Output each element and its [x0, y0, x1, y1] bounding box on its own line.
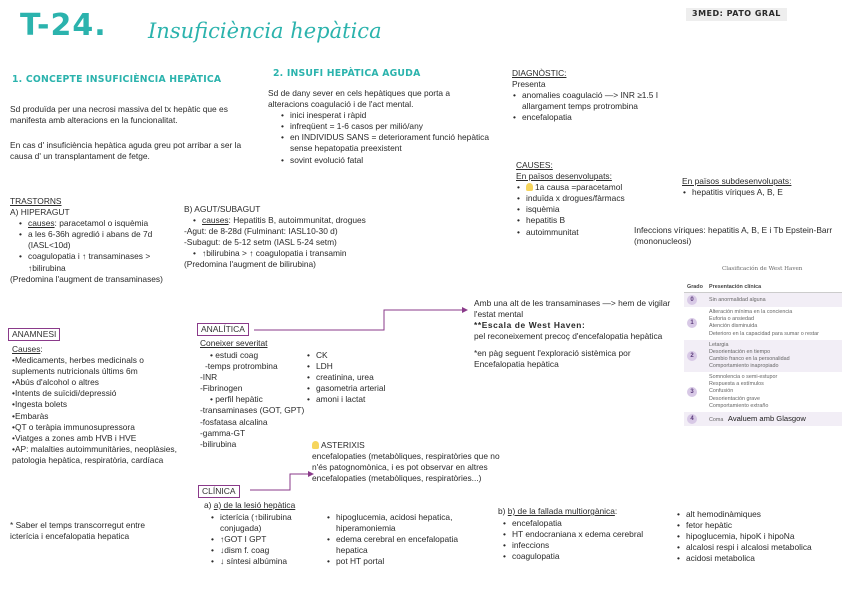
list-item: • causes: Hepatitis B, autoimmunitat, drogues — [192, 215, 380, 226]
list-item: • infeccions — [502, 540, 672, 551]
list-item: • sovint evolució fatal — [280, 155, 490, 166]
list-item: • creatinina, urea — [306, 372, 416, 383]
list-item: • acidosi metabolica — [676, 553, 848, 564]
list-item: -fosfatasa alcalina — [200, 416, 268, 427]
anamnesi-causes-label: Causes — [12, 344, 41, 354]
section-1-p2: En cas d' insuficiència hepàtica aguda greu pot arribar a ser la causa d' un transplantament de fetge. — [10, 140, 242, 162]
hiperagut-heading: A) HIPERAGUT — [10, 207, 70, 218]
table-row: 2 Letargia Desorientación en tiempo Cambio franco en la personalidad Comportamiento inapropiado — [684, 340, 842, 373]
list-item: • gasometria arterial — [306, 383, 416, 394]
list-item: • hipoglucemia, acidosi hepatica, hiperamoniemia — [326, 512, 484, 534]
hiperagut-note: (Predomina l'augment de transaminases) — [10, 273, 163, 284]
list-item: • causes: paracetamol o isquèmia — [18, 218, 180, 229]
list-item: • hipoglucemia, hipoK i hipoNa — [676, 531, 848, 542]
list-item: • ↓ síntesi albúmina — [210, 556, 322, 567]
list-item: • perfil hepàtic — [210, 394, 263, 405]
list-item: • a les 6-36h agredió i abans de 7d (IASL<10d) — [18, 229, 180, 251]
section-1-heading: 1. CONCEPTE INSUFICIÈNCIA HEPÀTICA — [12, 74, 222, 85]
clinica-b-label: b) b) de la fallada multiorgànica: — [498, 506, 618, 516]
table-row: 4 Coma Avaluem amb Glasgow — [684, 412, 842, 426]
agut-note: (Predomina l'augment de bilirubina) — [184, 259, 316, 270]
list-item: • ↑bilirubina > ↑ coagulopatia i transamin — [192, 248, 380, 259]
list-item: • en INDIVIDUS SANS = deteriorament funció hepàtica sense hepatopatia preexistent — [280, 132, 490, 154]
page-code: T-24. — [20, 8, 107, 43]
list-item: • ↓dism f. coag — [210, 545, 322, 556]
list-item: • edema cerebral en encefalopatia hepatica — [326, 534, 484, 556]
analitica-title: ANALÍTICA — [197, 323, 249, 336]
list-item: • isquèmia — [516, 204, 686, 215]
list-item: • estudi coag — [210, 350, 259, 360]
causes-sub-label: En països subdesenvolupats: — [682, 176, 792, 186]
page-title: Insuficiència hepàtica — [148, 19, 382, 43]
list-item: • inici inesperat i ràpid — [280, 110, 490, 121]
list-item: • hepatitis víriques A, B, E — [682, 187, 842, 198]
list-item: • fetor hepàtic — [676, 520, 848, 531]
list-item: • ↑GOT I GPT — [210, 534, 322, 545]
list-item: • amoni i lactat — [306, 394, 416, 405]
analitica-sub: Coneixer severitat — [200, 338, 268, 348]
list-item: •Abús d'alcohol o altres — [12, 377, 99, 388]
section-2-p: Sd de dany sever en cels hepàtiques que porta a alteracions coagulació i de l'act mental. — [268, 88, 451, 110]
connector-clinica — [250, 474, 310, 490]
list-item: •Embaràs — [12, 410, 49, 421]
col-presentation: Presentación clínica — [706, 283, 842, 293]
clinica-a-label: a) a) de la lesió hepàtica — [204, 500, 296, 510]
subject-tag: 3MED: PATO GRAL — [686, 8, 787, 21]
anamnesi-title: ANAMNESI — [8, 328, 60, 341]
list-item: • 1a causa =paracetamol — [516, 182, 686, 193]
table-row: 1 Alteración mínima en la conciencia Euforia o ansiedad Atención disminuida Deterioro en la capacidad para sumar o restar — [684, 307, 842, 340]
diagnostic-heading: DIAGNÒSTIC: — [512, 68, 567, 78]
agut-heading: B) AGUT/SUBAGUT — [184, 204, 261, 214]
list-item: • LDH — [306, 361, 416, 372]
anamnesi-note: * Saber el temps transcorregut entre icterícia i encefalopatia hepatica — [10, 520, 145, 542]
list-item: • anomalies coagulació —> INR ≥1.5 I allargament temps protrombina — [512, 90, 702, 112]
clinica-title: CLÍNICA — [198, 485, 240, 498]
section-2-heading: 2. INSUFI HEPÀTICA AGUDA — [273, 68, 421, 79]
list-item: • CK — [306, 350, 416, 361]
list-item: -Fibrinogen — [200, 383, 243, 394]
list-item: -transaminases (GOT, GPT) — [200, 405, 305, 416]
vigilar-p2: pel reconeixement precoç d'encefalopatia hepàtica — [474, 331, 663, 342]
glasgow-note: Avaluem amb Glasgow — [727, 413, 806, 423]
list-item: •AP: malalties autoimmunitàries, neoplàsies, patologia hepàtica, respiratòria, cardíaca — [12, 443, 177, 465]
list-item: • HT endocraniana x edema cerebral — [502, 529, 672, 540]
agut-line: -Agut: de 8-28d (Fulminant: IASL10-30 d) — [184, 226, 338, 237]
list-item: •Medicaments, herbes medicinals o suplements nutricionals últims 6m — [12, 355, 144, 377]
list-item: • icterícia (↑bilirubina conjugada) — [210, 512, 322, 534]
list-item: • encefalopatia — [512, 112, 702, 123]
arrow-head-icon — [462, 307, 468, 313]
westhaven-caption: Clasificación de West Haven — [722, 266, 803, 272]
list-item: • infreqüent = 1-6 casos per milió/any — [280, 121, 490, 132]
list-item: • coagulopatia — [502, 551, 672, 562]
table-row: 3 Somnolencia o semi-estupor Respuesta a estímulos Confusión Desorientación grave Comportamiento extraño — [684, 372, 842, 412]
list-item: -bilirubina — [200, 438, 237, 449]
section-1-p1: Sd produïda per una necrosi massiva del tx hepàtic que es manifesta amb alteracions en la funcionalitat. — [10, 104, 228, 126]
table-row: 0 Sin anormalidad alguna — [684, 293, 842, 308]
causes-heading: CAUSES: — [516, 160, 553, 170]
arrow-head-icon — [308, 471, 314, 477]
diagnostic-presenta: Presenta — [512, 79, 546, 90]
list-item: • hepatitis B — [516, 215, 686, 226]
westhaven-label: **Escala de West Haven: — [474, 320, 586, 331]
causes-dev-label: En països desenvolupats: — [516, 171, 612, 182]
col-grade: Grado — [684, 283, 706, 293]
connector-analitica — [254, 310, 462, 330]
vigilar-p1: Amb una alt de les transaminases —> hem de vigilar l'estat mental — [474, 298, 671, 320]
causes-viral: Infeccions víriques: hepatitis A, B, E i Tb Epstein-Barr (mononucleosi) — [634, 225, 833, 247]
list-item: •QT o teràpia immunosupressora — [12, 421, 135, 432]
list-item: -temps protrombina — [205, 361, 278, 372]
asterixis-text: encefalopaties (metabòliques, respiratòries que no n'és patognomònica, i es pot observar en altres encefalopaties (metabòliques, respiratòries...) — [312, 451, 500, 484]
vigilar-p3: *en pàg seguent l'exploració sistèmica por Encefalopatia hepàtica — [474, 348, 631, 370]
list-item: • alcalosi respi i alcalosi metabolica — [676, 542, 848, 553]
list-item: -gamma-GT — [200, 427, 246, 438]
list-item: • pot HT portal — [326, 556, 484, 567]
list-item: •Intents de suïcidi/depressió — [12, 388, 117, 399]
list-item: •Ingesta bolets — [12, 399, 68, 410]
subagut-line: -Subagut: de 5-12 setm (IASL 5-24 setm) — [184, 237, 337, 248]
anamnesi-block: Causes: •Medicaments, herbes medicinals o suplements nutricionals últims 6m •Abús d'alcohol o altres •Intents de suïcidi/depressió •Ingesta bolets •Embaràs •QT o teràpia immunosupressora •Viatges a zones amb HVB i HVE •AP: malalties autoimmunitàries, neoplàsies, patologia hepàtica, respiratòria, cardíaca — [12, 344, 177, 465]
list-item: • autoimmunitat — [516, 227, 686, 238]
list-item: • alt hemodinàmiques — [676, 509, 848, 520]
trastorns-heading: TRASTORNS — [10, 196, 62, 206]
list-item: • induïda x drogues/fàrmacs — [516, 193, 686, 204]
asterixis-title: ASTERIXIS — [321, 440, 365, 450]
list-item: -INR — [200, 372, 218, 383]
list-item: • encefalopatia — [502, 518, 672, 529]
list-item: • coagulopatia i ↑ transaminases > ↑bilirubina — [18, 251, 180, 273]
list-item: •Viatges a zones amb HVB i HVE — [12, 432, 137, 443]
